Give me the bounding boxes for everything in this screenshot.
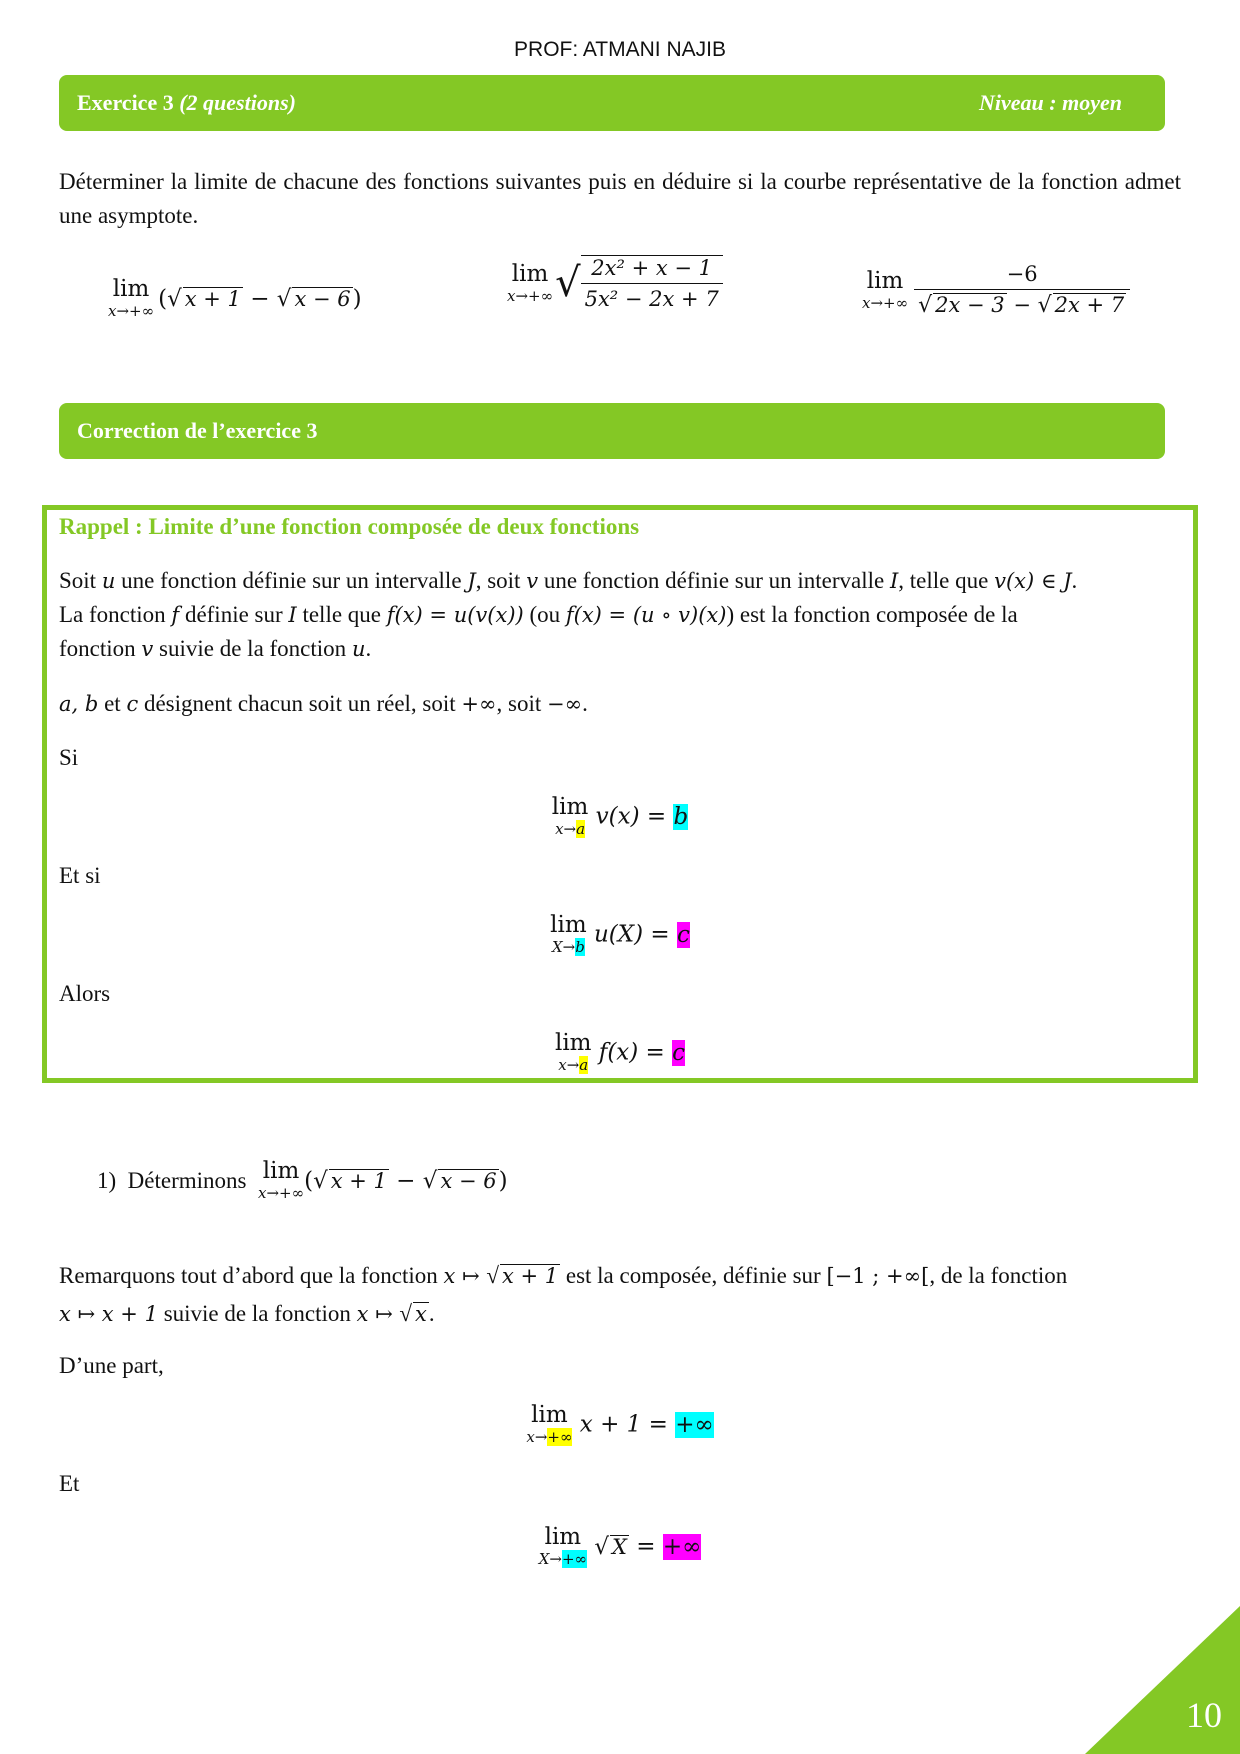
limit-2-fraction: $\frac{\text{2x² + x − 1}}{\text{5x² − 2x + 7}}$ <box>581 255 723 311</box>
rappel-paragraph-1: Soit u une fonction définie sur un intervalle J, soit v une fonction définie sur un intervalle I, telle que v(x) ∈ J. La fonction f définie sur I telle que f(x) = u(v(x)) (ou f(x) = (u ∘ v)(x)) est la fonction composée de la fonction v suivie de la fonction u. <box>59 568 1078 661</box>
exercise-statement: Déterminer la limite de chacune des fonctions suivantes puis en déduire si la courbe représentative de la fonction admet une asymptote. <box>59 169 1181 228</box>
rappel-title: Rappel : Limite d’une fonction composée de deux fonctions <box>59 514 640 539</box>
limit-1-expression: (√ x + 1 − √ x − 6) <box>158 285 362 312</box>
equation-2: lim X→+∞ √ X = +∞ <box>538 1524 702 1568</box>
et-label: Et <box>59 1471 80 1496</box>
rappel-et-si: Et si <box>59 863 101 888</box>
header-author: PROF: ATMANI NAJIB <box>514 38 726 61</box>
rappel-formula-2: lim X→b u(X) = c <box>550 912 690 956</box>
question-1-number: 1) <box>97 1167 117 1193</box>
question-1-label: Déterminons <box>127 1167 247 1193</box>
question-1: 1) Déterminons lim x→+∞ (√ x + 1 − √ x − 6) <box>97 1158 508 1202</box>
equation-1: lim x→+∞ x + 1 = +∞ <box>526 1402 714 1446</box>
rappel-alors: Alors <box>59 981 111 1006</box>
rappel-paragraph-2: a, b et c désignent chacun soit un réel, soit +∞, soit −∞. <box>59 691 588 716</box>
exercise-level: Niveau : moyen <box>979 90 1122 115</box>
dune-part: D’une part, <box>59 1353 164 1378</box>
correction-title: Correction de l’exercice 3 <box>77 418 318 443</box>
remark-paragraph: Remarquons tout d’abord que la fonction x ↦ √ x + 1 est la composée, définie sur [−1 ; +∞[, de la fonction x ↦ x + 1 suivie de la fonction x ↦ √ x. <box>59 1263 1068 1326</box>
limit-1 <box>108 278 362 319</box>
lim-operator: lim x→+∞ <box>108 276 155 320</box>
exercise-subtitle: (2 questions) <box>179 90 296 115</box>
rappel-formula-1: lim x→a v(x) = b <box>551 794 689 838</box>
lim-operator: lim x→+∞ <box>507 260 554 305</box>
lim-operator: lim x→+∞ <box>862 267 909 312</box>
limit-2 <box>507 255 723 311</box>
exercise-title: Exercice 3 <box>77 90 174 115</box>
page-number: 10 <box>1186 1695 1222 1735</box>
correction-banner <box>59 403 1165 459</box>
sqrt-symbol-icon: √ <box>555 260 581 306</box>
rappel-formula-3: lim x→a f(x) = c <box>554 1030 686 1074</box>
limit-3-fraction: $\frac{-6}{√ 2x - 3 - √ 2x + 7}$ <box>914 262 1130 318</box>
rappel-si: Si <box>59 745 79 770</box>
exercise-banner <box>59 75 1165 131</box>
limit-3 <box>862 262 1130 318</box>
